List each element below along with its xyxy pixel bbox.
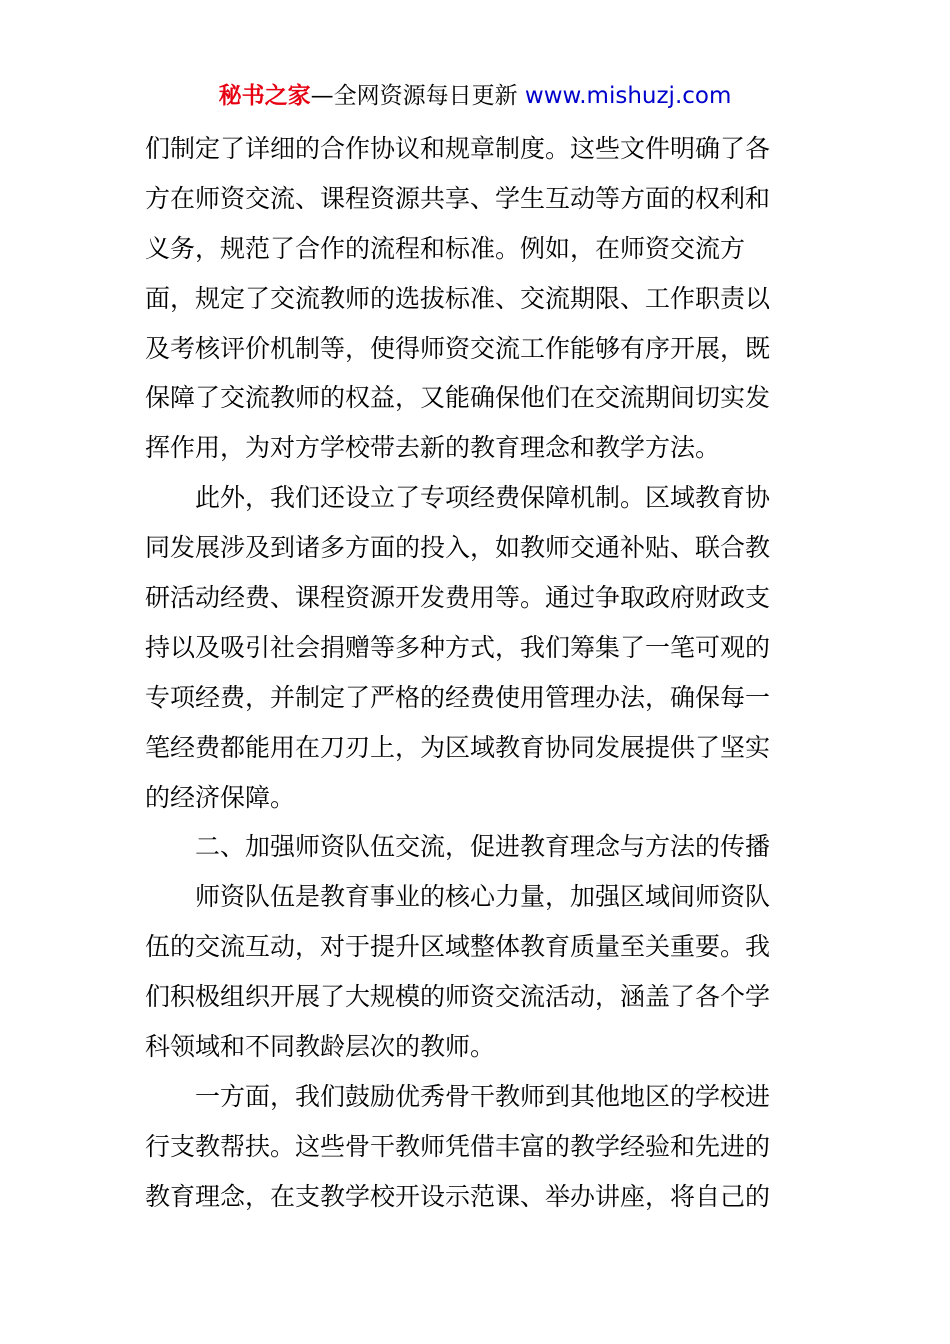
text-line: 挥作用，为对方学校带去新的教育理念和教学方法。 [145,433,721,463]
text-line: 教育理念，在支教学校开设示范课、举办讲座，将自己的 [145,1181,771,1211]
paragraph-start-line: 一方面，我们鼓励优秀骨干教师到其他地区的学校进 [195,1081,771,1111]
text-line: 们制定了详细的合作协议和规章制度。这些文件明确了各 [145,134,771,163]
header-brand: 秘书之家 [218,83,311,109]
header-tagline: —全网资源每日更新 [310,83,525,109]
text-line: 保障了交流教师的权益，又能确保他们在交流期间切实发 [145,383,771,413]
header-url-link[interactable]: www.mishuzj.com [524,83,732,109]
text-line: 及考核评价机制等，使得师资交流工作能够有序开展，既 [145,333,771,363]
text-line: 的经济保障。 [145,782,296,812]
text-line: 科领域和不同教龄层次的教师。 [145,1032,496,1062]
paragraph-start-line: 此外，我们还设立了专项经费保障机制。区域教育协 [195,483,771,513]
text-line: 同发展涉及到诸多方面的投入，如教师交通补贴、联合教 [145,533,771,563]
text-line: 持以及吸引社会捐赠等多种方式，我们筹集了一笔可观的 [145,632,771,662]
text-line: 伍的交流互动，对于提升区域整体教育质量至关重要。我 [145,932,771,962]
text-line: 行支教帮扶。这些骨干教师凭借丰富的教学经验和先进的 [145,1131,771,1161]
text-line: 研活动经费、课程资源开发费用等。通过争取政府财政支 [145,583,771,613]
text-line: 专项经费，并制定了严格的经费使用管理办法，确保每一 [145,682,771,712]
text-line: 笔经费都能用在刀刃上，为区域教育协同发展提供了坚实 [145,732,771,762]
text-line: 面，规定了交流教师的选拔标准、交流期限、工作职责以 [145,283,771,313]
document-body [145,124,807,1222]
page-header [0,80,950,112]
text-line: 方在师资交流、课程资源共享、学生互动等方面的权利和 [145,183,771,213]
text-line: 们积极组织开展了大规模的师资交流活动，涵盖了各个学 [145,982,771,1012]
paragraph-start-line: 师资队伍是教育事业的核心力量，加强区域间师资队 [195,882,771,912]
section-heading: 二、加强师资队伍交流，促进教育理念与方法的传播 [195,832,771,862]
text-line: 义务，规范了合作的流程和标准。例如，在师资交流方 [145,233,746,263]
